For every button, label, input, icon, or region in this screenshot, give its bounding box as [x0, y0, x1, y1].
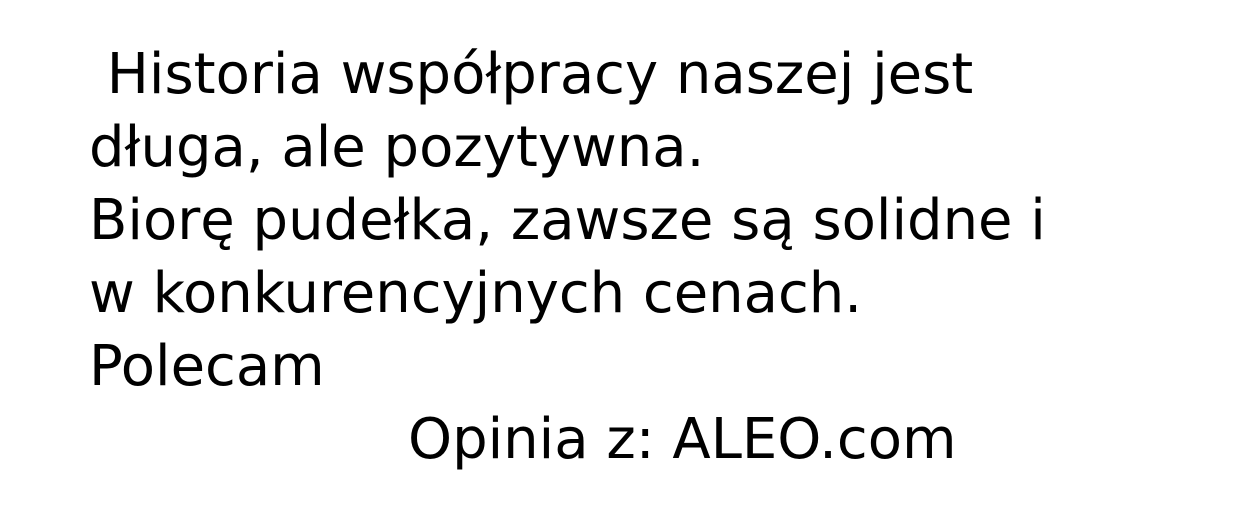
- testimonial-line: w konkurencyjnych cenach.: [89, 261, 863, 326]
- testimonial-line: Historia współpracy naszej jest: [89, 42, 974, 107]
- testimonial-source: Opinia z: ALEO.com: [408, 407, 957, 472]
- testimonial-line: Biorę pudełka, zawsze są solidne i: [89, 188, 1046, 253]
- testimonial-line: Polecam: [89, 334, 325, 399]
- testimonial-text: [89, 38, 1209, 403]
- testimonial-line: długa, ale pozytywna.: [89, 115, 705, 180]
